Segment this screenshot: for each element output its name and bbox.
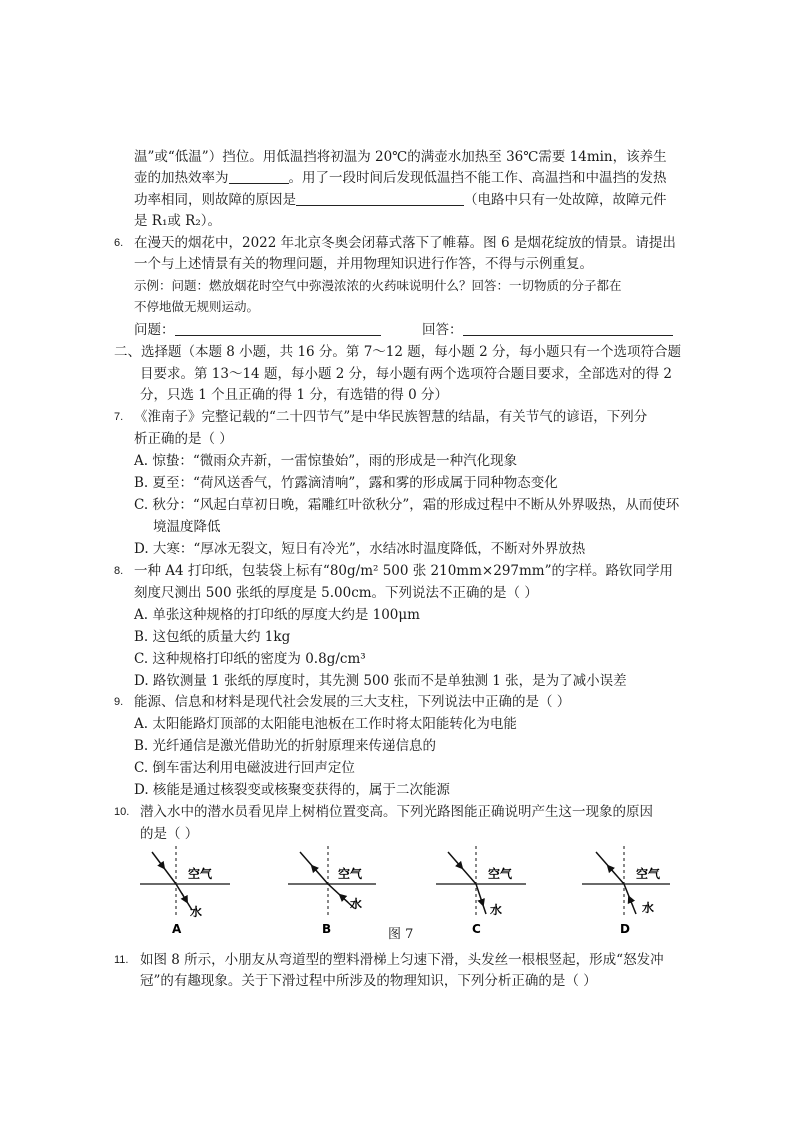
diagram-a-water-label: 水: [190, 905, 203, 919]
q6-example-1: 示例：问题：燃放烟花时空气中弥漫浓浓的火药味说明什么？回答：一切物质的分子都在: [134, 278, 622, 293]
q5-answer-blank-efficiency[interactable]: [229, 169, 289, 184]
diagram-b-water-label: 水: [350, 897, 363, 911]
q5-line-3: [134, 190, 667, 210]
diagram-b-letter: B: [322, 922, 332, 936]
q8-option-b[interactable]: B. 这包纸的质量大约 1kg: [134, 629, 291, 645]
section-2-line-2: 目要求。第 13～14 题，每小题 2 分，每小题有两个选项符合题目要求，全部选对的得 2: [140, 366, 672, 382]
diagram-d-air-label: 空气: [636, 867, 661, 881]
q7-option-c-cont: 境温度降低: [153, 519, 221, 535]
diagram-d-arrow-upper: [608, 866, 616, 875]
figure-7-caption: 图 7: [388, 927, 414, 942]
q6-answer-label: 回答：: [422, 322, 463, 338]
diagram-a-incident-arrow: [158, 860, 164, 868]
diagram-c-air-label: 空气: [488, 867, 513, 881]
q8-line-1: 一种 A4 打印纸，包装袋上标有“80g/m² 500 张 210mm×297mm”的字样。路钦同学用: [134, 563, 673, 579]
diagram-c-water-label: 水: [490, 903, 503, 917]
q6-example-2: 不停地做无规则运动。: [134, 299, 260, 314]
q5-line-4: 是 R₁或 R₂）。: [134, 213, 221, 229]
diagram-c[interactable]: [436, 846, 526, 936]
q10-number: 10.: [114, 806, 130, 818]
q8-number: 8.: [114, 565, 124, 577]
diagram-a-air-label: 空气: [188, 867, 213, 881]
q10-line-2: 的是（ ）: [140, 826, 199, 842]
q8-option-c[interactable]: C. 这种规格打印纸的密度为 0.8g/cm³: [134, 651, 366, 667]
diagram-c-incident-arrow: [455, 860, 462, 868]
q7-line-1: 《淮南子》完整记载的“二十四节气”是中华民族智慧的结晶，有关节气的谚语，下列分: [134, 409, 648, 425]
diagram-c-letter: C: [472, 922, 481, 936]
q6-question-row: [134, 320, 381, 340]
diagram-a-letter: A: [172, 922, 182, 936]
q9-option-d[interactable]: D. 核能是通过核裂变或核聚变获得的，属于二次能源: [134, 782, 450, 798]
q6-question-label: 问题：: [134, 322, 175, 338]
diagram-d-water-label: 水: [642, 901, 655, 915]
q11-line-2: 冠”的有趣现象。关于下滑过程中所涉及的物理知识，下列分析正确的是（ ）: [140, 973, 597, 989]
diagram-d-arrow-lower: [629, 897, 633, 906]
q5-line-1: 温”或“低温”）挡位。用低温挡将初温为 20℃的满壶水加热至 36℃需要 14min，该养生: [134, 149, 667, 165]
q7-number: 7.: [114, 411, 124, 423]
diagram-d-letter: D: [620, 922, 630, 936]
diagram-b-air-label: 空气: [338, 867, 363, 881]
q9-number: 9.: [114, 696, 124, 708]
diagram-a[interactable]: [140, 846, 230, 936]
diagram-d[interactable]: [582, 846, 670, 936]
section-2-line-1: 二、选择题（本题 8 小题，共 16 分。第 7～12 题，每小题 2 分，每小题只有一个选项符合题: [114, 344, 681, 360]
diagram-a-refracted-arrow: [182, 893, 187, 902]
q6-number: 6.: [114, 237, 124, 249]
q6-answer-row: [422, 320, 673, 340]
section-2-line-3: 分，只选 1 个且正确的得 1 分，有选错的得 0 分）: [140, 387, 449, 403]
q9-option-b[interactable]: B. 光纤通信是激光借助光的折射原理来传递信息的: [134, 738, 437, 754]
q7-option-d[interactable]: D. 大寒：“厚冰无裂文，短日有冷光”，水结冰时温度降低，不断对外界放热: [134, 541, 586, 557]
q5-line-2b: 。用了一段时间后发现低温挡不能工作、高温挡和中温挡的发热: [288, 170, 667, 186]
q10-line-1: 潜入水中的潜水员看见岸上树梢位置变高。下列光路图能正确说明产生这一现象的原因: [140, 804, 653, 820]
q8-line-2: 刻度尺测出 500 张纸的厚度是 5.00cm。下列说法不正确的是（ ）: [134, 585, 538, 601]
q8-option-d[interactable]: D. 路钦测量 1 张纸的厚度时，其先测 500 张而不是单独测 1 张，是为了减小误差: [134, 673, 627, 689]
q9-line-1: 能源、信息和材料是现代社会发展的三大支柱，下列说法中正确的是（ ）: [134, 694, 571, 710]
q7-option-a[interactable]: A. 惊蛰：“微雨众卉新，一雷惊蛰始”，雨的形成是一种汽化现象: [134, 453, 518, 469]
q5-line-3a: 功率相同，则故障的原因是: [134, 192, 296, 208]
diagram-c-refracted-arrow: [480, 896, 483, 905]
q6-question-blank[interactable]: [175, 321, 381, 336]
q9-option-c[interactable]: C. 倒车雷达利用电磁波进行回声定位: [134, 760, 355, 776]
q5-line-3b: （电路中只有一处故障，故障元件: [464, 192, 667, 208]
q8-option-a[interactable]: A. 单张这种规格的打印纸的厚度大约是 100μm: [134, 607, 420, 623]
q5-answer-blank-fault[interactable]: [296, 191, 464, 206]
q11-line-1: 如图 8 所示，小朋友从弯道型的塑料滑梯上匀速下滑，头发丝一根根竖起，形成“怒发冲: [140, 952, 664, 968]
q6-line-2: 一个与上述情景有关的物理问题，并用物理知识进行作答，不得与示例重复。: [134, 256, 593, 272]
diagram-b-arrow-upper: [312, 866, 320, 875]
q7-line-2: 析正确的是（ ）: [134, 431, 233, 447]
q9-option-a[interactable]: A. 太阳能路灯顶部的太阳能电池板在工作时将太阳能转化为电能: [134, 716, 517, 732]
q11-number: 11.: [114, 954, 129, 966]
q5-line-2a: 壶的加热效率为: [134, 170, 229, 186]
diagram-b-arrow-lower: [340, 895, 348, 902]
q7-option-b[interactable]: B. 夏至：“荷风送香气，竹露滴清响”，露和雾的形成属于同种物态变化: [134, 475, 558, 491]
diagram-b[interactable]: [288, 846, 376, 936]
q7-option-c[interactable]: C. 秋分：“风起白草初日晚，霜雕红叶欲秋分”，霜的形成过程中不断从外界吸热，从而使环: [134, 497, 680, 513]
q6-line-1: 在漫天的烟花中，2022 年北京冬奥会闭幕式落下了帷幕。图 6 是烟花绽放的情景。请提出: [134, 235, 676, 251]
q6-answer-blank[interactable]: [463, 321, 673, 336]
q5-line-2: [134, 168, 667, 188]
figure-7-diagrams: [130, 840, 670, 940]
